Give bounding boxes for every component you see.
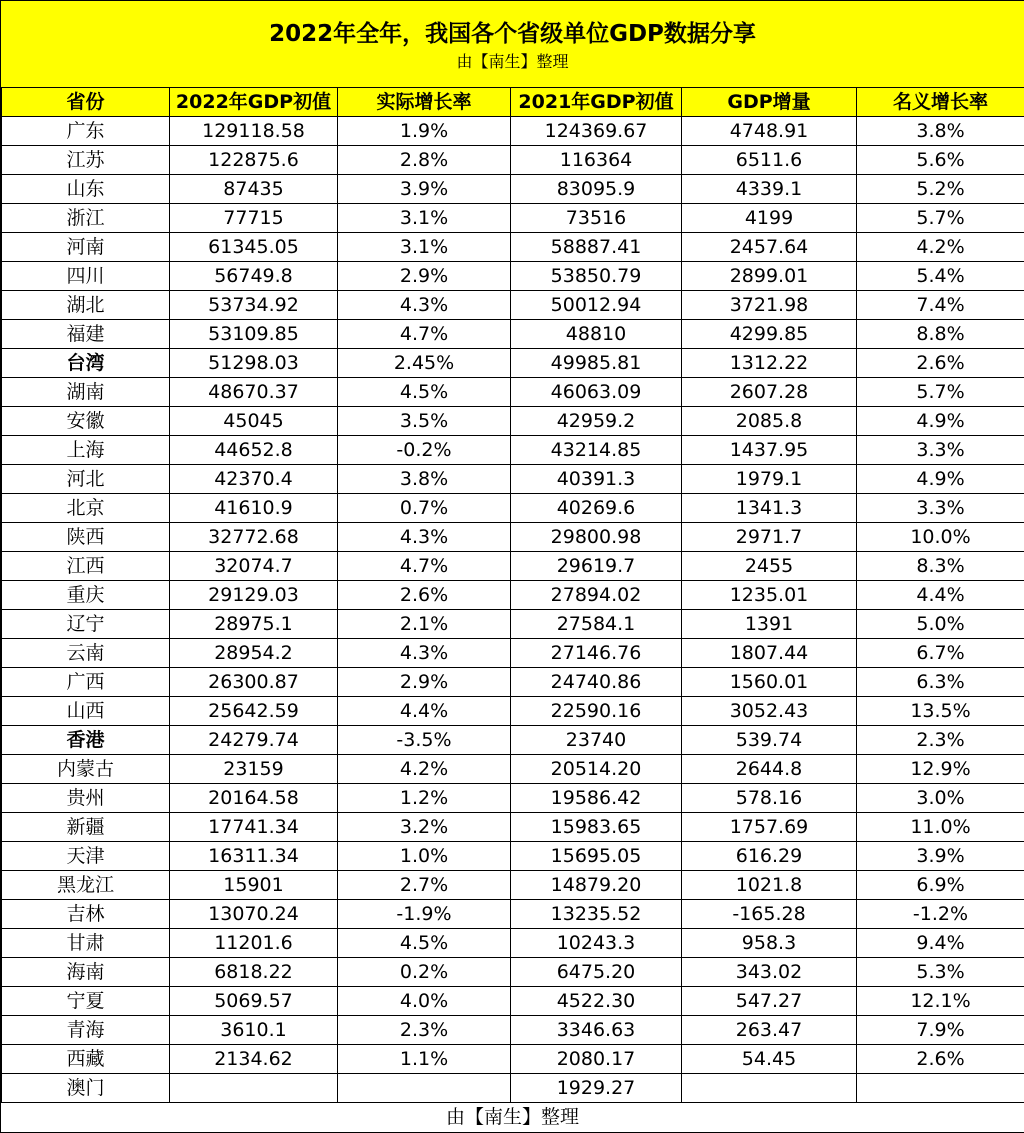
table-row — [2, 784, 1024, 813]
cell-gdp-increase: 539.74 — [682, 726, 857, 755]
cell-province: 湖北 — [2, 291, 170, 320]
cell-province: 江苏 — [2, 146, 170, 175]
cell-gdp-increase: 1021.8 — [682, 871, 857, 900]
cell-real-growth: 3.9% — [338, 175, 511, 204]
cell-nominal-growth: 6.3% — [857, 668, 1024, 697]
cell-gdp-increase: 1341.3 — [682, 494, 857, 523]
cell-gdp-2021: 58887.41 — [511, 233, 682, 262]
cell-province: 山西 — [2, 697, 170, 726]
cell-real-growth: 4.5% — [338, 929, 511, 958]
cell-province: 上海 — [2, 436, 170, 465]
cell-gdp-2021: 19586.42 — [511, 784, 682, 813]
cell-gdp-2021: 10243.3 — [511, 929, 682, 958]
cell-gdp-2022: 3610.1 — [170, 1016, 338, 1045]
table-row — [2, 639, 1024, 668]
table-row — [2, 552, 1024, 581]
cell-real-growth: 3.1% — [338, 233, 511, 262]
cell-nominal-growth: 4.4% — [857, 581, 1024, 610]
cell-gdp-2021: 15983.65 — [511, 813, 682, 842]
cell-nominal-growth: 7.4% — [857, 291, 1024, 320]
table-row — [2, 349, 1024, 378]
cell-province: 内蒙古 — [2, 755, 170, 784]
cell-gdp-2021: 2080.17 — [511, 1045, 682, 1074]
cell-real-growth: 4.5% — [338, 378, 511, 407]
cell-gdp-2021: 13235.52 — [511, 900, 682, 929]
cell-gdp-2022: 44652.8 — [170, 436, 338, 465]
cell-gdp-2021: 29800.98 — [511, 523, 682, 552]
cell-gdp-2022: 11201.6 — [170, 929, 338, 958]
cell-province: 甘肃 — [2, 929, 170, 958]
cell-nominal-growth: 5.4% — [857, 262, 1024, 291]
table-row — [2, 175, 1024, 204]
cell-gdp-2022: 56749.8 — [170, 262, 338, 291]
cell-gdp-2022: 28975.1 — [170, 610, 338, 639]
cell-real-growth: 1.1% — [338, 1045, 511, 1074]
cell-gdp-increase: 6511.6 — [682, 146, 857, 175]
cell-province: 贵州 — [2, 784, 170, 813]
cell-gdp-2021: 3346.63 — [511, 1016, 682, 1045]
cell-gdp-increase: 4299.85 — [682, 320, 857, 349]
table-row — [2, 697, 1024, 726]
cell-province: 青海 — [2, 1016, 170, 1045]
cell-gdp-2022: 25642.59 — [170, 697, 338, 726]
cell-gdp-increase: 4339.1 — [682, 175, 857, 204]
cell-province: 台湾 — [2, 349, 170, 378]
title-block — [1, 0, 1024, 88]
cell-real-growth: 2.3% — [338, 1016, 511, 1045]
table-row — [2, 523, 1024, 552]
cell-gdp-increase: 263.47 — [682, 1016, 857, 1045]
table-row — [2, 320, 1024, 349]
cell-gdp-2022: 53109.85 — [170, 320, 338, 349]
cell-gdp-2022: 17741.34 — [170, 813, 338, 842]
cell-real-growth: 0.7% — [338, 494, 511, 523]
table-row — [2, 204, 1024, 233]
cell-gdp-2022: 5069.57 — [170, 987, 338, 1016]
table-row — [2, 668, 1024, 697]
cell-gdp-increase: 3052.43 — [682, 697, 857, 726]
cell-real-growth: 4.0% — [338, 987, 511, 1016]
cell-province: 新疆 — [2, 813, 170, 842]
cell-gdp-2022: 129118.58 — [170, 117, 338, 146]
cell-real-growth: 4.7% — [338, 320, 511, 349]
cell-nominal-growth: 13.5% — [857, 697, 1024, 726]
cell-gdp-2021: 42959.2 — [511, 407, 682, 436]
table-row — [2, 233, 1024, 262]
cell-province: 香港 — [2, 726, 170, 755]
cell-gdp-2022: 32074.7 — [170, 552, 338, 581]
cell-nominal-growth — [857, 1074, 1024, 1103]
cell-province: 西藏 — [2, 1045, 170, 1074]
header-nominal-growth: 名义增长率 — [857, 88, 1024, 117]
cell-gdp-increase: 3721.98 — [682, 291, 857, 320]
cell-gdp-increase: 343.02 — [682, 958, 857, 987]
cell-nominal-growth: 5.3% — [857, 958, 1024, 987]
cell-gdp-2021: 20514.20 — [511, 755, 682, 784]
cell-province: 福建 — [2, 320, 170, 349]
cell-gdp-2021: 24740.86 — [511, 668, 682, 697]
table-row — [2, 987, 1024, 1016]
table-row — [2, 900, 1024, 929]
cell-gdp-2021: 1929.27 — [511, 1074, 682, 1103]
cell-gdp-increase: 1979.1 — [682, 465, 857, 494]
cell-real-growth: -1.9% — [338, 900, 511, 929]
cell-province: 澳门 — [2, 1074, 170, 1103]
cell-real-growth: 4.7% — [338, 552, 511, 581]
cell-real-growth: 2.1% — [338, 610, 511, 639]
cell-gdp-2021: 6475.20 — [511, 958, 682, 987]
cell-nominal-growth: 6.9% — [857, 871, 1024, 900]
cell-gdp-2021: 50012.94 — [511, 291, 682, 320]
cell-nominal-growth: 4.9% — [857, 465, 1024, 494]
cell-nominal-growth: 4.2% — [857, 233, 1024, 262]
cell-gdp-2021: 27146.76 — [511, 639, 682, 668]
cell-province: 宁夏 — [2, 987, 170, 1016]
cell-gdp-2021: 48810 — [511, 320, 682, 349]
cell-gdp-2022: 2134.62 — [170, 1045, 338, 1074]
table-row — [2, 726, 1024, 755]
cell-gdp-2022: 51298.03 — [170, 349, 338, 378]
cell-nominal-growth: 4.9% — [857, 407, 1024, 436]
cell-gdp-increase: 1391 — [682, 610, 857, 639]
cell-real-growth: 2.9% — [338, 668, 511, 697]
cell-gdp-2022: 61345.05 — [170, 233, 338, 262]
table-header-row — [2, 88, 1024, 117]
table-row — [2, 610, 1024, 639]
page-subtitle: 由【南生】整理 — [1, 51, 1024, 73]
cell-nominal-growth: -1.2% — [857, 900, 1024, 929]
cell-gdp-2021: 40391.3 — [511, 465, 682, 494]
cell-nominal-growth: 3.3% — [857, 436, 1024, 465]
cell-province: 黑龙江 — [2, 871, 170, 900]
cell-gdp-increase: 2644.8 — [682, 755, 857, 784]
cell-gdp-increase: 2085.8 — [682, 407, 857, 436]
cell-nominal-growth: 10.0% — [857, 523, 1024, 552]
cell-nominal-growth: 11.0% — [857, 813, 1024, 842]
cell-gdp-2022: 23159 — [170, 755, 338, 784]
table-row — [2, 1045, 1024, 1074]
cell-nominal-growth: 5.6% — [857, 146, 1024, 175]
cell-nominal-growth: 5.2% — [857, 175, 1024, 204]
cell-gdp-2022: 15901 — [170, 871, 338, 900]
cell-nominal-growth: 5.7% — [857, 204, 1024, 233]
cell-gdp-increase: 2455 — [682, 552, 857, 581]
cell-gdp-2022: 26300.87 — [170, 668, 338, 697]
cell-gdp-2022 — [170, 1074, 338, 1103]
cell-real-growth: 4.4% — [338, 697, 511, 726]
table-row — [2, 146, 1024, 175]
cell-nominal-growth: 2.6% — [857, 349, 1024, 378]
table-row — [2, 494, 1024, 523]
cell-nominal-growth: 2.6% — [857, 1045, 1024, 1074]
cell-province: 河北 — [2, 465, 170, 494]
cell-gdp-2021: 27894.02 — [511, 581, 682, 610]
cell-province: 广东 — [2, 117, 170, 146]
table-row — [2, 1074, 1024, 1103]
cell-gdp-2021: 4522.30 — [511, 987, 682, 1016]
cell-nominal-growth: 9.4% — [857, 929, 1024, 958]
cell-gdp-increase: 616.29 — [682, 842, 857, 871]
cell-gdp-2021: 49985.81 — [511, 349, 682, 378]
cell-province: 浙江 — [2, 204, 170, 233]
cell-gdp-increase: 1807.44 — [682, 639, 857, 668]
cell-nominal-growth: 5.0% — [857, 610, 1024, 639]
cell-gdp-2022: 87435 — [170, 175, 338, 204]
cell-gdp-increase: 958.3 — [682, 929, 857, 958]
cell-nominal-growth: 2.3% — [857, 726, 1024, 755]
cell-real-growth: 2.6% — [338, 581, 511, 610]
cell-real-growth: 1.2% — [338, 784, 511, 813]
table-row — [2, 291, 1024, 320]
cell-real-growth: 2.7% — [338, 871, 511, 900]
cell-gdp-2021: 40269.6 — [511, 494, 682, 523]
cell-real-growth: 2.9% — [338, 262, 511, 291]
table-row — [2, 813, 1024, 842]
page-title: 2022年全年，我国各个省级单位GDP数据分享 — [1, 1, 1024, 49]
cell-gdp-2021: 29619.7 — [511, 552, 682, 581]
cell-gdp-increase: 1757.69 — [682, 813, 857, 842]
cell-gdp-increase: 2457.64 — [682, 233, 857, 262]
cell-gdp-increase: 547.27 — [682, 987, 857, 1016]
table-row — [2, 378, 1024, 407]
cell-real-growth: 1.0% — [338, 842, 511, 871]
table-row — [2, 842, 1024, 871]
cell-nominal-growth: 3.8% — [857, 117, 1024, 146]
cell-real-growth: 2.45% — [338, 349, 511, 378]
cell-gdp-increase — [682, 1074, 857, 1103]
table-row — [2, 117, 1024, 146]
cell-nominal-growth: 12.1% — [857, 987, 1024, 1016]
table-row — [2, 871, 1024, 900]
table-row — [2, 581, 1024, 610]
cell-province: 江西 — [2, 552, 170, 581]
gdp-table — [1, 88, 1024, 1103]
cell-real-growth: 3.8% — [338, 465, 511, 494]
table-row — [2, 929, 1024, 958]
header-real-growth: 实际增长率 — [338, 88, 511, 117]
header-province: 省份 — [2, 88, 170, 117]
cell-province: 天津 — [2, 842, 170, 871]
cell-nominal-growth: 6.7% — [857, 639, 1024, 668]
cell-nominal-growth: 3.3% — [857, 494, 1024, 523]
cell-gdp-2021: 27584.1 — [511, 610, 682, 639]
cell-province: 山东 — [2, 175, 170, 204]
cell-real-growth: -0.2% — [338, 436, 511, 465]
header-gdp-increase: GDP增量 — [682, 88, 857, 117]
cell-nominal-growth: 5.7% — [857, 378, 1024, 407]
table-row — [2, 1016, 1024, 1045]
cell-gdp-increase: 1560.01 — [682, 668, 857, 697]
cell-real-growth: 2.8% — [338, 146, 511, 175]
cell-gdp-increase: 2899.01 — [682, 262, 857, 291]
cell-gdp-2022: 29129.03 — [170, 581, 338, 610]
table-row — [2, 755, 1024, 784]
cell-gdp-2022: 24279.74 — [170, 726, 338, 755]
table-row — [2, 958, 1024, 987]
cell-province: 陕西 — [2, 523, 170, 552]
cell-gdp-2021: 83095.9 — [511, 175, 682, 204]
table-row — [2, 407, 1024, 436]
cell-province: 安徽 — [2, 407, 170, 436]
cell-real-growth: 0.2% — [338, 958, 511, 987]
cell-real-growth — [338, 1074, 511, 1103]
cell-gdp-2021: 73516 — [511, 204, 682, 233]
cell-province: 河南 — [2, 233, 170, 262]
cell-gdp-increase: 54.45 — [682, 1045, 857, 1074]
cell-province: 湖南 — [2, 378, 170, 407]
cell-gdp-2021: 22590.16 — [511, 697, 682, 726]
cell-gdp-increase: 2607.28 — [682, 378, 857, 407]
cell-gdp-2021: 53850.79 — [511, 262, 682, 291]
cell-province: 海南 — [2, 958, 170, 987]
cell-gdp-2022: 6818.22 — [170, 958, 338, 987]
cell-real-growth: 4.3% — [338, 639, 511, 668]
cell-nominal-growth: 3.0% — [857, 784, 1024, 813]
cell-province: 吉林 — [2, 900, 170, 929]
header-gdp-2021: 2021年GDP初值 — [511, 88, 682, 117]
cell-gdp-2022: 41610.9 — [170, 494, 338, 523]
cell-nominal-growth: 3.9% — [857, 842, 1024, 871]
cell-real-growth: 1.9% — [338, 117, 511, 146]
cell-gdp-increase: -165.28 — [682, 900, 857, 929]
cell-province: 广西 — [2, 668, 170, 697]
cell-province: 重庆 — [2, 581, 170, 610]
cell-gdp-2021: 116364 — [511, 146, 682, 175]
cell-gdp-2021: 46063.09 — [511, 378, 682, 407]
cell-nominal-growth: 8.3% — [857, 552, 1024, 581]
table-row — [2, 262, 1024, 291]
cell-gdp-2021: 15695.05 — [511, 842, 682, 871]
cell-gdp-increase: 4199 — [682, 204, 857, 233]
cell-province: 北京 — [2, 494, 170, 523]
table-body — [2, 117, 1024, 1103]
cell-gdp-2022: 13070.24 — [170, 900, 338, 929]
cell-gdp-increase: 578.16 — [682, 784, 857, 813]
cell-real-growth: 4.3% — [338, 291, 511, 320]
cell-nominal-growth: 12.9% — [857, 755, 1024, 784]
cell-province: 四川 — [2, 262, 170, 291]
cell-real-growth: 3.2% — [338, 813, 511, 842]
table-row — [2, 436, 1024, 465]
cell-real-growth: 3.5% — [338, 407, 511, 436]
cell-province: 辽宁 — [2, 610, 170, 639]
cell-gdp-2022: 48670.37 — [170, 378, 338, 407]
cell-gdp-2021: 43214.85 — [511, 436, 682, 465]
cell-gdp-2022: 45045 — [170, 407, 338, 436]
cell-gdp-2021: 124369.67 — [511, 117, 682, 146]
cell-gdp-2022: 16311.34 — [170, 842, 338, 871]
cell-nominal-growth: 7.9% — [857, 1016, 1024, 1045]
cell-gdp-increase: 1235.01 — [682, 581, 857, 610]
cell-real-growth: -3.5% — [338, 726, 511, 755]
cell-gdp-2022: 77715 — [170, 204, 338, 233]
header-gdp-2022: 2022年GDP初值 — [170, 88, 338, 117]
table-row — [2, 465, 1024, 494]
footer-note: 由【南生】整理 — [1, 1103, 1024, 1133]
cell-gdp-2021: 14879.20 — [511, 871, 682, 900]
cell-gdp-2022: 28954.2 — [170, 639, 338, 668]
cell-gdp-2022: 32772.68 — [170, 523, 338, 552]
cell-gdp-increase: 2971.7 — [682, 523, 857, 552]
cell-real-growth: 4.3% — [338, 523, 511, 552]
cell-gdp-2022: 20164.58 — [170, 784, 338, 813]
cell-gdp-increase: 4748.91 — [682, 117, 857, 146]
cell-gdp-increase: 1312.22 — [682, 349, 857, 378]
cell-real-growth: 4.2% — [338, 755, 511, 784]
cell-gdp-2022: 122875.6 — [170, 146, 338, 175]
cell-gdp-2021: 23740 — [511, 726, 682, 755]
cell-province: 云南 — [2, 639, 170, 668]
cell-gdp-2022: 42370.4 — [170, 465, 338, 494]
cell-gdp-increase: 1437.95 — [682, 436, 857, 465]
cell-gdp-2022: 53734.92 — [170, 291, 338, 320]
cell-nominal-growth: 8.8% — [857, 320, 1024, 349]
cell-real-growth: 3.1% — [338, 204, 511, 233]
